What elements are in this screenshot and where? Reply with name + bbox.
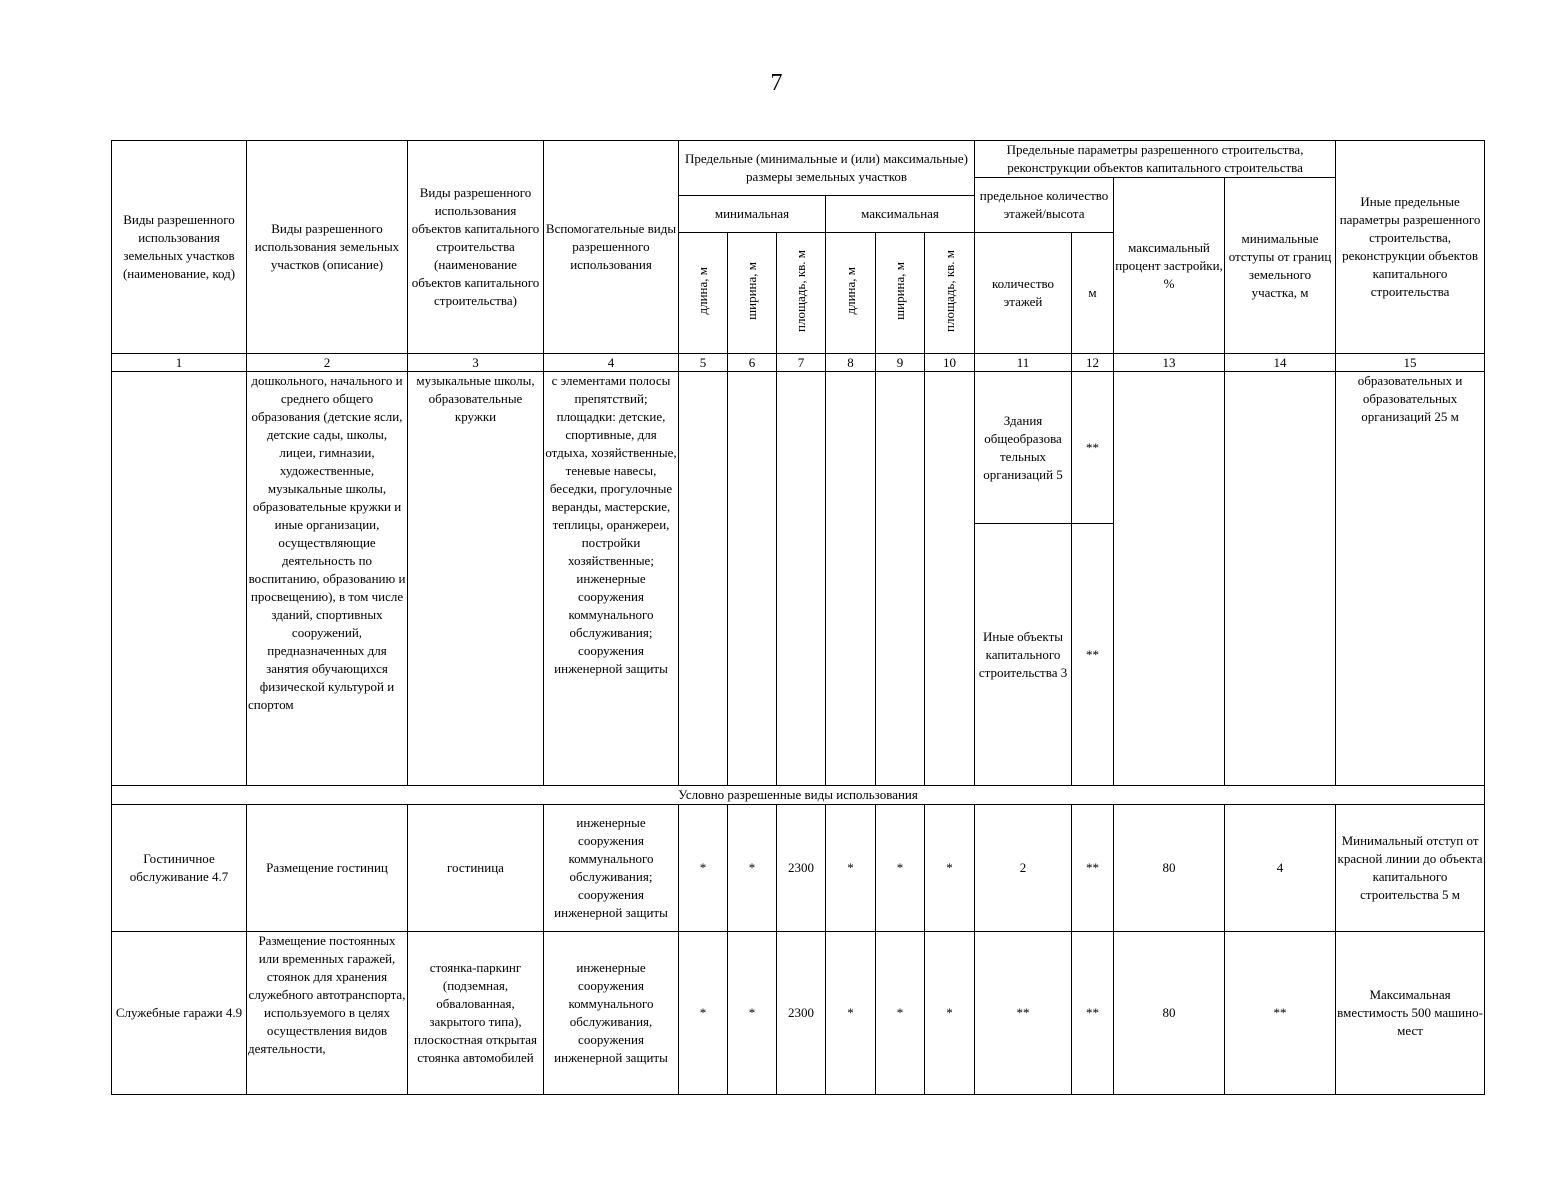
table-row xyxy=(112,805,1485,932)
col-number: 4 xyxy=(544,354,679,372)
header-row-1 xyxy=(112,141,1485,178)
row2-c6: * xyxy=(728,932,777,1095)
col-number: 7 xyxy=(777,354,826,372)
header-col-15: Иные предельные параметры разрешенного строительства, реконструкции объектов капитального строительства xyxy=(1336,141,1485,354)
col-number: 12 xyxy=(1072,354,1114,372)
row1-c3: гостиница xyxy=(408,805,544,932)
max-area-label: площадь, кв. м xyxy=(941,249,957,332)
col-number: 6 xyxy=(728,354,777,372)
col-number: 14 xyxy=(1225,354,1336,372)
row1-c13: 80 xyxy=(1114,805,1225,932)
education-c15: образовательных и образовательных организаций 25 м xyxy=(1336,372,1485,786)
row2-c11: ** xyxy=(975,932,1072,1095)
col-number: 3 xyxy=(408,354,544,372)
page-number: 7 xyxy=(770,70,783,96)
header-meters: м xyxy=(1072,233,1114,354)
col-number: 5 xyxy=(679,354,728,372)
header-plot-limits: Предельные (минимальные и (или) максимальные) размеры земельных участков xyxy=(679,141,975,196)
row1-c11: 2 xyxy=(975,805,1072,932)
education-c10 xyxy=(925,372,975,786)
row1-c1: Гостиничное обслуживание 4.7 xyxy=(112,805,247,932)
education-m-a: ** xyxy=(1072,372,1114,524)
header-min-width xyxy=(728,233,777,354)
header-floors: количество этажей xyxy=(975,233,1072,354)
row1-c4: инженерные сооружения коммунального обслуживания; сооружения инженерной защиты xyxy=(544,805,679,932)
header-max-area xyxy=(925,233,975,354)
row2-c10: * xyxy=(925,932,975,1095)
row1-c9: * xyxy=(876,805,925,932)
education-c6 xyxy=(728,372,777,786)
row2-c8: * xyxy=(826,932,876,1095)
header-min-setbacks: минимальные отступы от границ земельного участка, м xyxy=(1225,178,1336,354)
row1-c14: 4 xyxy=(1225,805,1336,932)
col-number: 13 xyxy=(1114,354,1225,372)
education-c7 xyxy=(777,372,826,786)
row1-c10: * xyxy=(925,805,975,932)
education-c4: с элементами полосы препятствий; площадки: детские, спортивные, для отдыха, хозяйственные, теневые навесы, беседки, прогулочные веранды, мастерские, теплицы, оранжереи, постройки хозяйственные; инженерные сооружения коммунального обслуживания; сооружения инженерной защиты xyxy=(544,372,679,786)
education-c5 xyxy=(679,372,728,786)
education-c13 xyxy=(1114,372,1225,786)
header-max-length xyxy=(826,233,876,354)
zoning-table xyxy=(111,140,1485,1095)
education-c2: дошкольного, начального и среднего общего образования (детские ясли, детские сады, школы, лицеи, гимназии, художественные, музыкальные школы, образовательные кружки и иные организации, осуществляющие деятельность по воспитанию, образованию и просвещению), в том числе зданий, спортивных сооружений, предназначенных для занятия обучающихся физической культурой и спортом xyxy=(247,372,408,786)
education-row xyxy=(112,372,1485,524)
section-title: Условно разрешенные виды использования xyxy=(112,786,1485,805)
col-number: 2 xyxy=(247,354,408,372)
header-min-area xyxy=(777,233,826,354)
min-area-label: площадь, кв. м xyxy=(793,249,808,332)
min-length-label: длина, м xyxy=(695,266,710,315)
col-number: 11 xyxy=(975,354,1072,372)
header-floors-group: предельное количество этажей/высота xyxy=(975,178,1114,233)
education-floors-b: Иные объекты капитального строительства 3 xyxy=(975,524,1072,786)
education-c14 xyxy=(1225,372,1336,786)
col-number: 8 xyxy=(826,354,876,372)
education-c9 xyxy=(876,372,925,786)
education-m-b: ** xyxy=(1072,524,1114,786)
education-c3: музыкальные школы, образовательные кружки xyxy=(408,372,544,786)
section-row xyxy=(112,786,1485,805)
row2-c13: 80 xyxy=(1114,932,1225,1095)
header-col-2: Виды разрешенного использования земельных участков (описание) xyxy=(247,141,408,354)
header-col-1: Виды разрешенного использования земельных участков (наименование, код) xyxy=(112,141,247,354)
header-min-length xyxy=(679,233,728,354)
col-number: 10 xyxy=(925,354,975,372)
education-c8 xyxy=(826,372,876,786)
header-col-3: Виды разрешенного использования объектов капитального строительства (наименование объектов капитального строительства) xyxy=(408,141,544,354)
row2-c9: * xyxy=(876,932,925,1095)
row1-c2: Размещение гостиниц xyxy=(247,805,408,932)
header-maximal: максимальная xyxy=(826,196,975,233)
row2-c4: инженерные сооружения коммунального обслуживания, сооружения инженерной защиты xyxy=(544,932,679,1095)
education-floors-a: Здания общеобразова тельных организаций 5 xyxy=(975,372,1072,524)
header-build-params: Предельные параметры разрешенного строительства, реконструкции объектов капитального строительства xyxy=(975,141,1336,178)
min-width-label: ширина, м xyxy=(744,261,759,320)
max-width-label: ширина, м xyxy=(892,261,907,320)
col-number: 1 xyxy=(112,354,247,372)
row1-c7: 2300 xyxy=(777,805,826,932)
row2-c3: стоянка-паркинг (подземная, обвалованная, закрытого типа), плоскостная открытая стоянка автомобилей xyxy=(408,932,544,1095)
col-number: 9 xyxy=(876,354,925,372)
row2-c1: Служебные гаражи 4.9 xyxy=(112,932,247,1095)
header-minimal: минимальная xyxy=(679,196,826,233)
education-c1 xyxy=(112,372,247,786)
row1-c5: * xyxy=(679,805,728,932)
row2-c5: * xyxy=(679,932,728,1095)
col-number: 15 xyxy=(1336,354,1485,372)
row2-c7: 2300 xyxy=(777,932,826,1095)
row1-c15: Минимальный отступ от красной линии до объекта капитального строительства 5 м xyxy=(1336,805,1485,932)
row1-c8: * xyxy=(826,805,876,932)
row2-c12: ** xyxy=(1072,932,1114,1095)
table-row xyxy=(112,932,1485,1095)
max-length-label: длина, м xyxy=(842,266,858,315)
row2-c2: Размещение постоянных или временных гаражей, стоянок для хранения служебного автотранспорта, используемого в целях осуществления видов деятельности, xyxy=(247,932,408,1095)
header-max-percent: максимальный процент застройки, % xyxy=(1114,178,1225,354)
header-col-4: Вспомогательные виды разрешенного использования xyxy=(544,141,679,354)
row1-c12: ** xyxy=(1072,805,1114,932)
row2-c15: Максимальная вместимость 500 машино-мест xyxy=(1336,932,1485,1095)
header-max-width xyxy=(876,233,925,354)
column-number-row xyxy=(112,354,1485,372)
row2-c14: ** xyxy=(1225,932,1336,1095)
row1-c6: * xyxy=(728,805,777,932)
